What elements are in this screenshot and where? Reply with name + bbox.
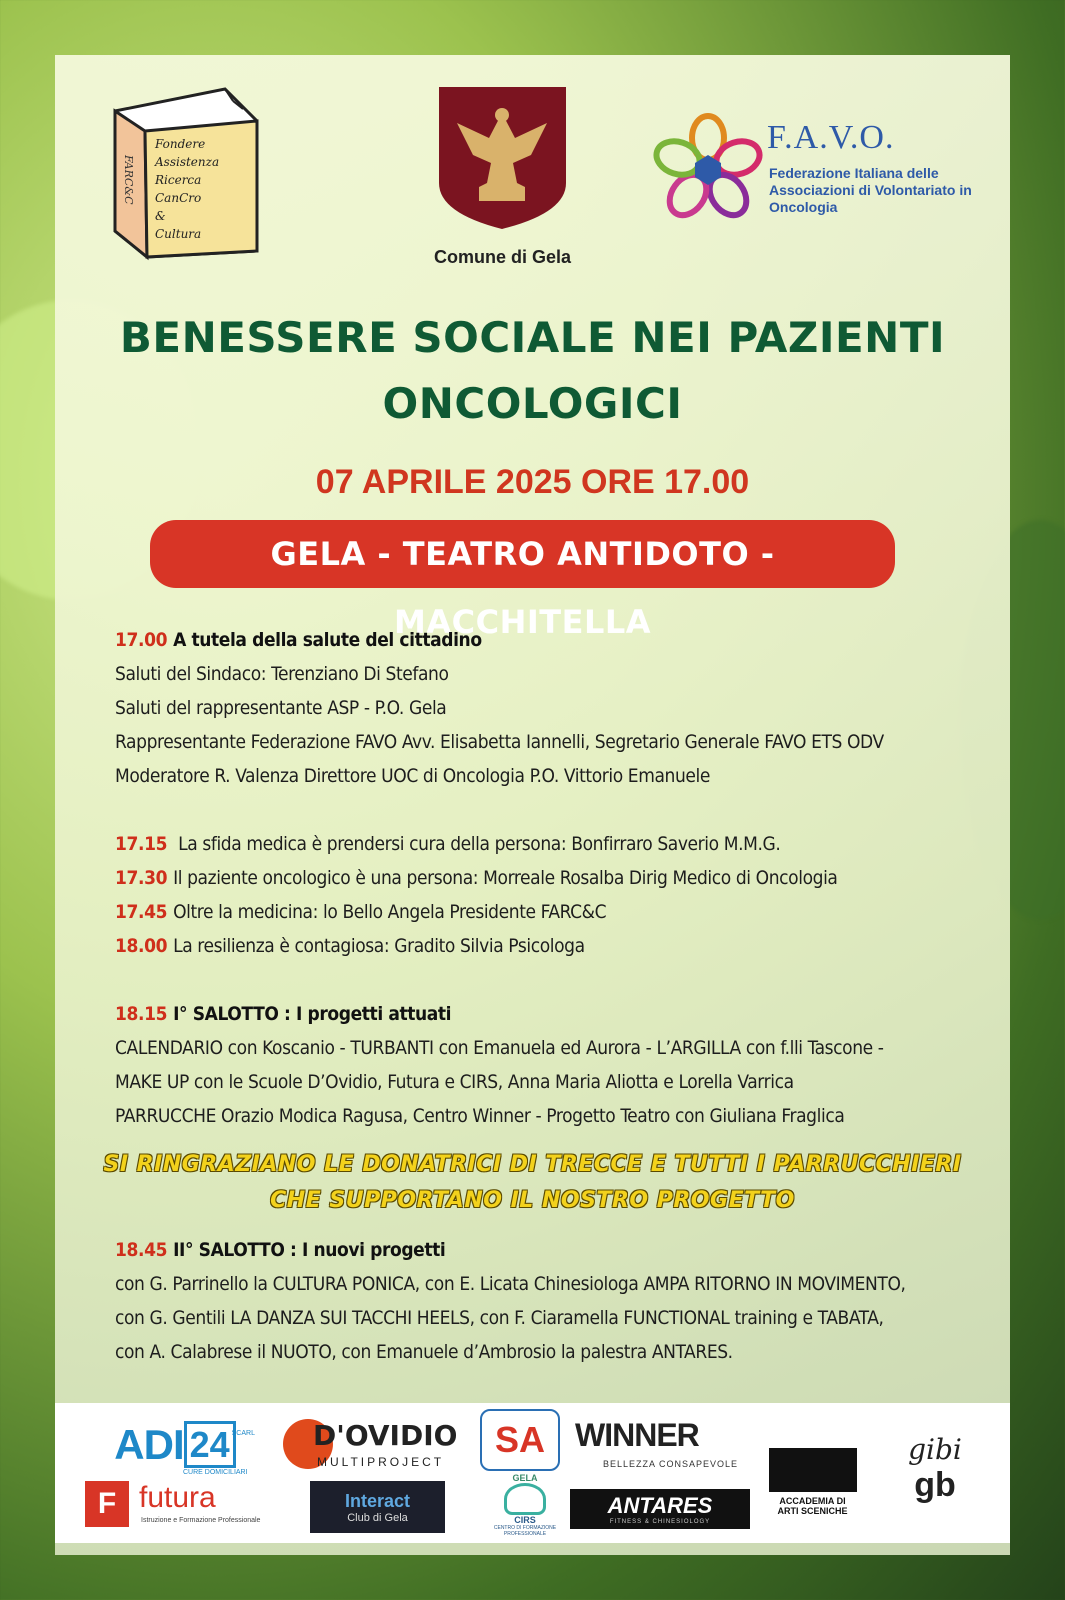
section-heading: A tutela della salute del cittadino [173,629,482,651]
farcc-line: Fondere [155,137,206,151]
event-date: 07 APRILE 2025 ORE 17.00 [315,463,750,501]
interact-sub: Club di Gela [347,1511,408,1524]
sa-name: SA [494,1419,545,1460]
adi-badge [184,1424,255,1466]
program-line: PARRUCCHE Orazio Modica Ragusa, Centro Winner - Progetto Teatro con Giuliana Fraglica [115,1105,845,1127]
building-icon [769,1448,857,1492]
dovidio-sub: MULTIPROJECT [317,1455,445,1469]
adi-tag: SCARL [231,1430,255,1437]
thanks-message [55,1147,1010,1219]
cirs-name: CIRS [514,1515,536,1525]
farcc-line: Assistenza [155,155,220,169]
sponsor-futura [85,1481,265,1533]
program-line: con G. Parrinello la CULTURA PONICA, con E. Licata Chinesiologa AMPA RITORNO IN MOVIMENTO, [115,1273,906,1295]
program-line: Moderatore R. Valenza Direttore UOC di Oncologia P.O. Vittorio Emanuele [115,765,711,787]
antares-sub: FITNESS & CHINESIOLOGY [609,1519,711,1525]
farcc-line: CanCro [155,191,202,205]
sponsors-strip [55,1403,1010,1543]
section-heading: I° SALOTTO : I progetti attuati [173,1003,452,1025]
program-line: con A. Calabrese il NUOTO, con Emanuele d’Ambrosio la palestra ANTARES. [115,1341,733,1363]
futura-name: futura [139,1481,216,1514]
time-label: 18.00 [115,935,168,957]
program-block-1 [115,623,985,793]
favo-flower-icon [653,113,763,223]
sponsor-interact [310,1481,445,1533]
interact-name: Interact [344,1490,411,1511]
dovidio-name: D'OVIDIO [313,1419,458,1452]
program-line: Saluti del Sindaco: Terenziano Di Stefano [115,663,449,685]
talk-text: Il paziente oncologico è una persona: Morreale Rosalba Dirig Medico di Oncologia [173,867,838,889]
gibi-script: gibi [908,1433,962,1466]
program-line: con G. Gentili LA DANZA SUI TACCHI HEELS, con F. Ciaramella FUNCTIONAL training e TABATA, [115,1307,884,1329]
program-line: MAKE UP con le Scuole D’Ovidio, Futura e CIRS, Anna Maria Aliotta e Lorella Varrica [115,1071,794,1093]
event-venue-banner: GELA - TEATRO ANTIDOTO - MACCHITELLA [150,520,895,588]
time-label: 17.00 [115,629,168,651]
program-talks [115,827,985,963]
talk-item [115,827,985,861]
futura-f-icon: F [85,1481,129,1527]
farcc-spine-text: FARC&C [122,155,135,205]
winner-sub: BELLEZZA CONSAPEVOLE [603,1459,739,1469]
section-heading: II° SALOTTO : I nuovi progetti [173,1239,446,1261]
talk-item [115,895,985,929]
sponsor-dovidio [283,1413,473,1475]
sponsor-gibi [875,1419,995,1519]
talk-item [115,861,985,895]
farcc-line: Cultura [155,227,202,241]
sponsor-accademia [765,1443,860,1521]
time-label: 18.15 [115,1003,168,1025]
time-label: 17.30 [115,867,168,889]
gibi-name: gb [914,1466,956,1504]
favo-title: F.A.V.O. [767,119,895,156]
program-heading [115,623,985,657]
program-line: CALENDARIO con Koscanio - TURBANTI con Emanuela ed Aurora - L’ARGILLA con f.lli Tascone - [115,1037,884,1059]
accademia-line1: ACCADEMIA DI [779,1496,846,1506]
event-title-line1: BENESSERE SOCIALE NEI PAZIENTI [119,313,946,362]
winner-name: WINNER [575,1417,699,1453]
futura-sub: Istruzione e Formazione Professionale [141,1517,261,1524]
poster-panel [55,55,1010,1555]
comune-label: Comune di Gela [433,247,572,267]
event-title-line2: ONCOLOGICI [382,379,683,428]
sponsor-sa [480,1409,560,1471]
program-heading [115,997,985,1031]
sponsor-antares [570,1489,750,1529]
talk-text: La sfida medica è prendersi cura della persona: Bonfirraro Saverio M.M.G. [173,833,781,855]
talk-text: La resilienza è contagiosa: Gradito Silvia Psicologa [173,935,585,957]
sponsor-cirs [485,1469,565,1541]
program-heading [115,1233,985,1267]
antares-name: ANTARES [607,1493,713,1518]
talk-text: Oltre la medicina: lo Bello Angela Presidente FARC&C [173,901,607,923]
program-line: Saluti del rappresentante ASP - P.O. Gela [115,697,447,719]
farcc-line: Ricerca [155,173,202,187]
time-label: 17.15 [115,833,168,855]
cirs-tag: GELA [512,1473,538,1483]
program-salotto-1 [115,997,985,1133]
program-line: Rappresentante Federazione FAVO Avv. Elisabetta Iannelli, Segretario Generale FAVO ETS ODV [115,731,884,753]
farcc-text [155,135,219,243]
time-label: 17.45 [115,901,168,923]
adi-num: 24 [184,1421,236,1468]
thanks-line1: SI RINGRAZIANO LE DONATRICI DI TRECCE E TUTTI I PARRUCCHIERI [103,1152,962,1177]
adi-sub: CURE DOMICILIARI [183,1469,248,1476]
accademia-line2: ARTI SCENICHE [777,1506,848,1516]
program-salotto-2 [115,1233,985,1369]
sponsor-adi24 [85,1415,265,1475]
talk-item [115,929,985,963]
farcc-line: & [155,209,166,223]
event-title [55,305,1010,437]
sponsor-winner [575,1417,750,1473]
time-label: 18.45 [115,1239,168,1261]
gela-coat-of-arms-icon [435,83,570,231]
favo-subtitle: Federazione Italiana delle Associazioni di Volontariato in Oncologia [769,165,972,215]
cirs-emblem-icon [504,1483,546,1515]
cirs-sub: CENTRO DI FORMAZIONE PROFESSIONALE [493,1525,557,1537]
thanks-line2: CHE SUPPORTANO IL NOSTRO PROGETTO [270,1188,795,1213]
adi-name: ADI [114,1421,184,1468]
